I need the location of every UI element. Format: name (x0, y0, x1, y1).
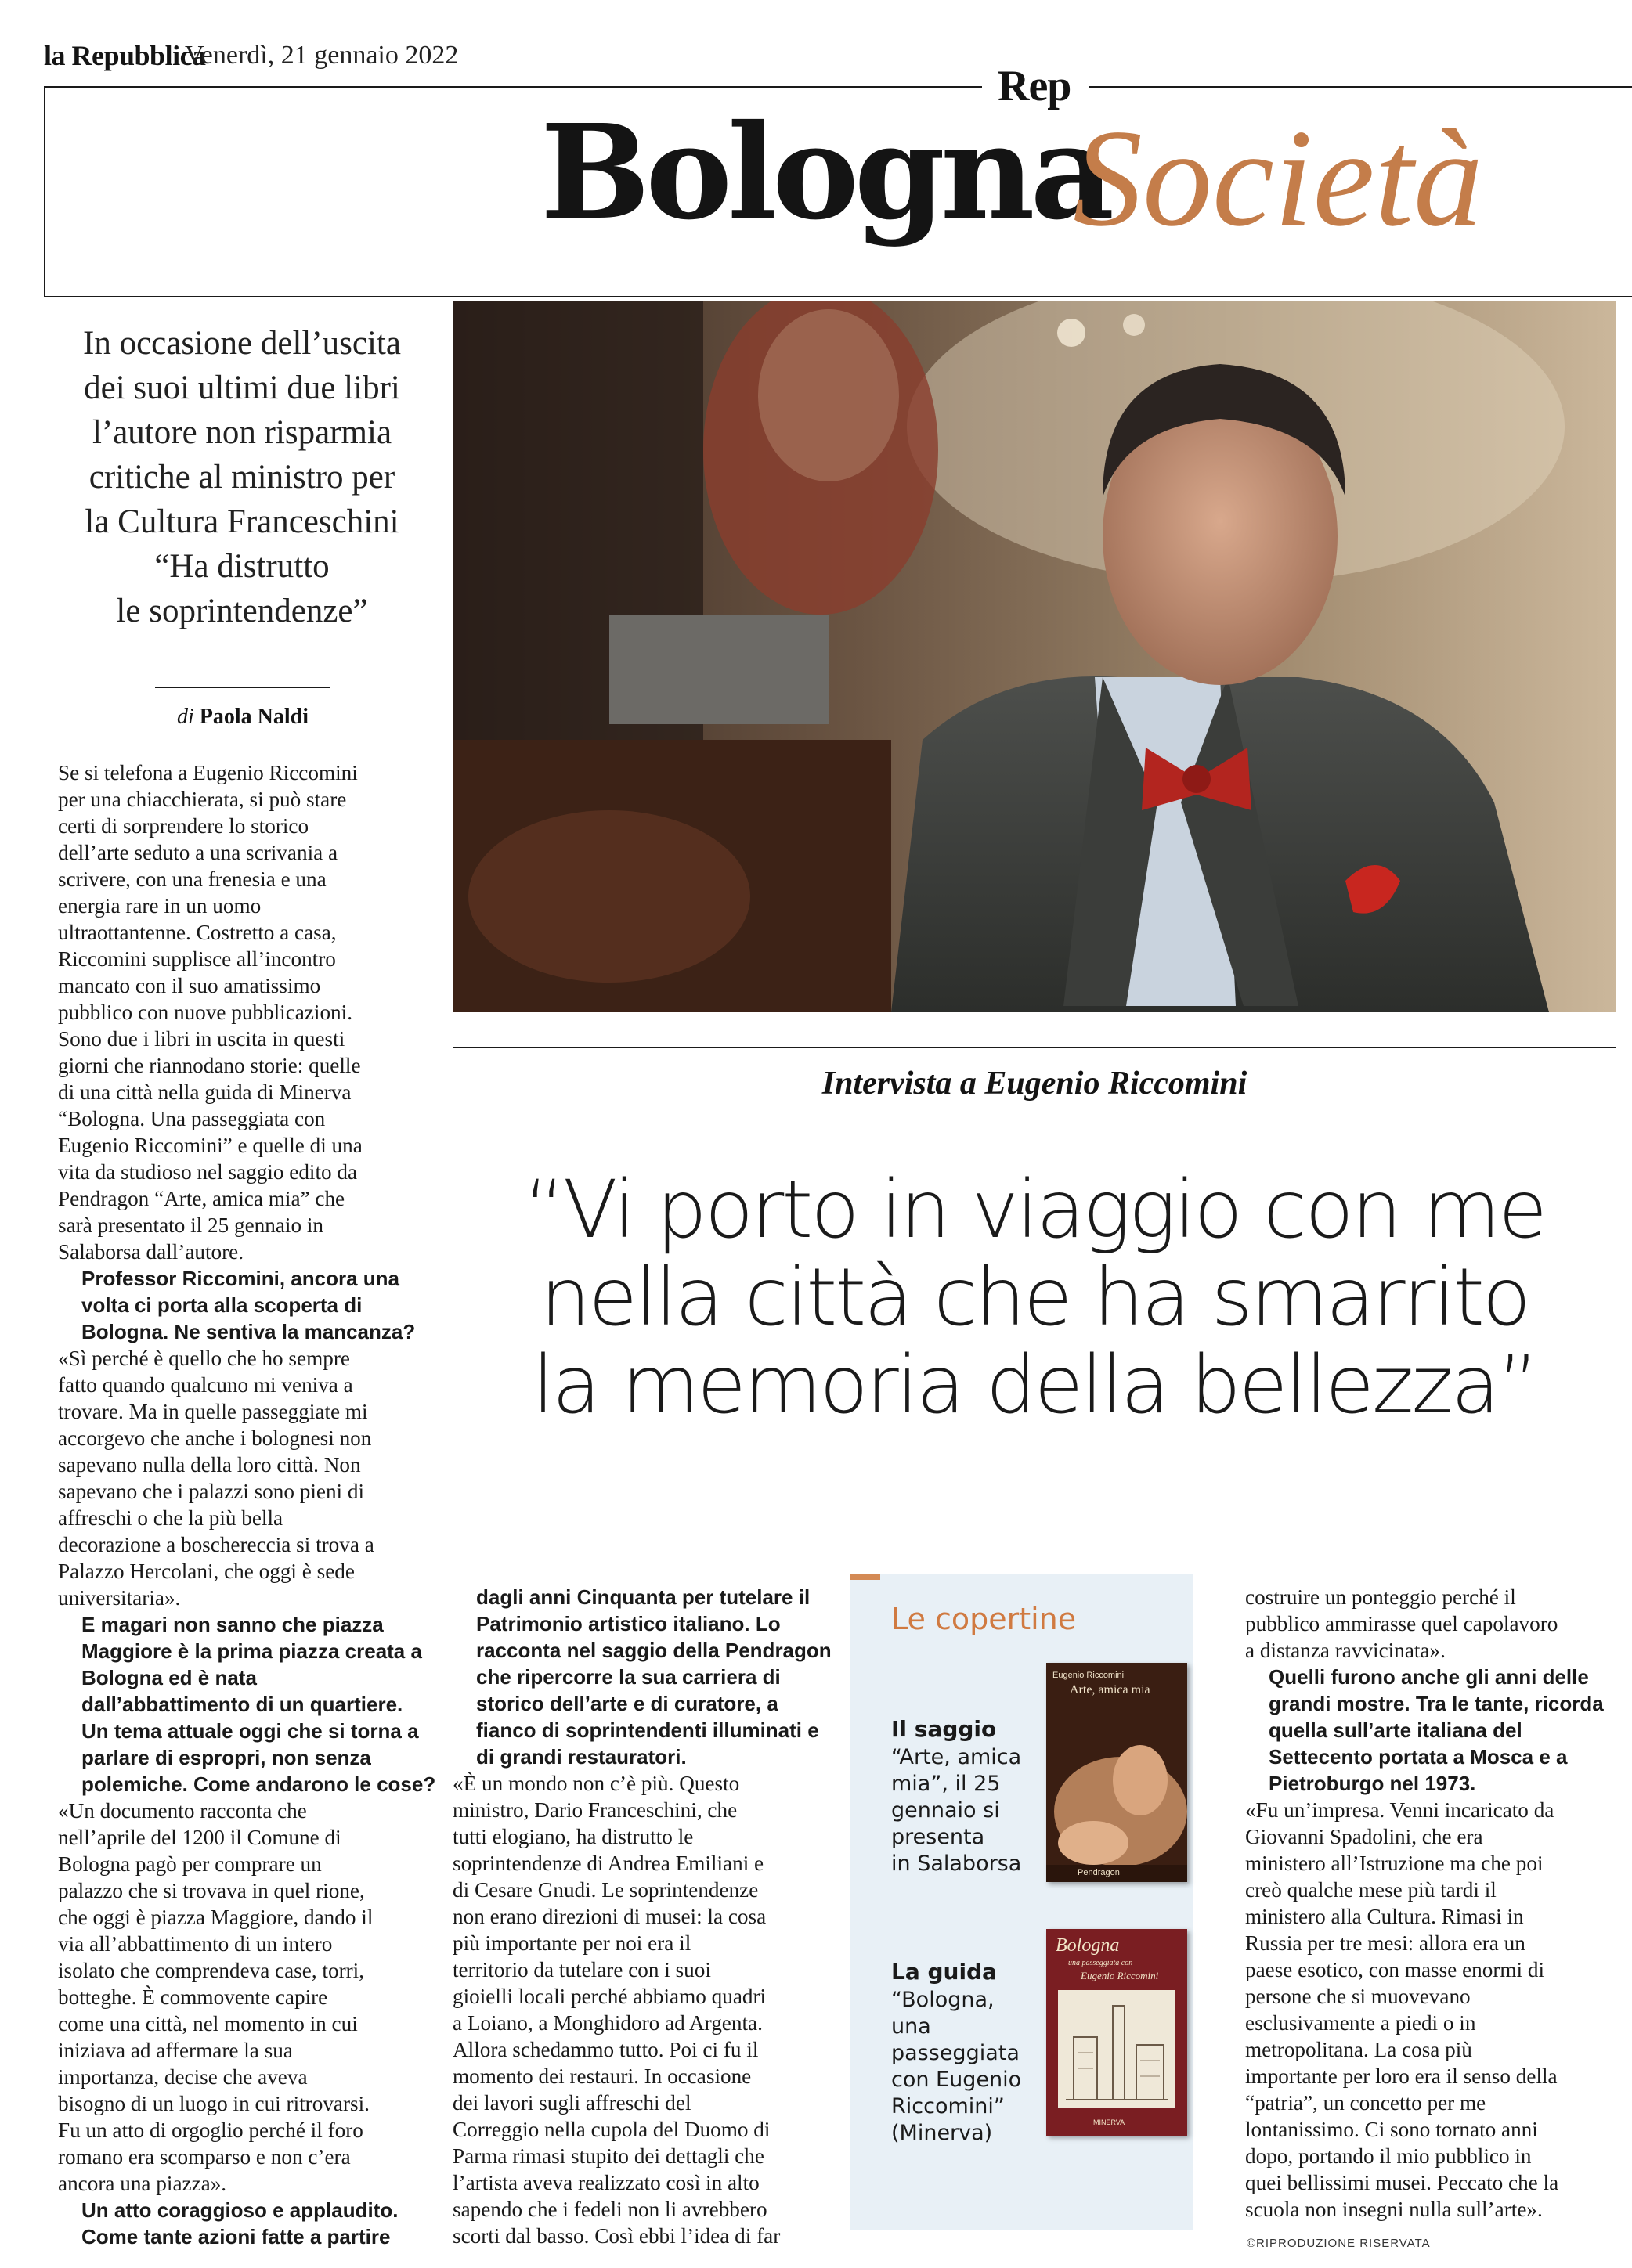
top-rule-left (44, 86, 982, 88)
deck-line: l’autore non risparmia (92, 414, 392, 451)
text-line: non erano direzioni di musei: la cosa (453, 1905, 767, 1928)
text-line: Un atto coraggioso e applaudito. (81, 2198, 399, 2222)
text-line: importante per loro era il senso della (1245, 2064, 1558, 2088)
sidebar-text-line: (Minerva) (891, 2121, 993, 2145)
text-line: via all’abbattimento di un intero (58, 1932, 333, 1956)
deck-line: “Ha distrutto (154, 548, 330, 585)
text-line: grandi mostre. Tra le tante, ricorda (1269, 1692, 1604, 1715)
text-line: quella sull’arte italiana del (1269, 1718, 1522, 1742)
headline (453, 1163, 1616, 1432)
text-line: ultraottantenne. Costretto a casa, (58, 921, 337, 944)
sidebar-text-line: passeggiata (891, 2041, 1020, 2065)
text-line: fianco di soprintendenti illuminati e (476, 1718, 819, 1742)
article-paragraph (1245, 1584, 1629, 1664)
sidebar-item-label: La guida (891, 1959, 997, 1985)
text-line: Pendragon “Arte, amica mia” che (58, 1187, 345, 1210)
book-cover-arte-amica-mia (1046, 1663, 1187, 1882)
text-line: esclusivamente a piedi o in (1245, 2011, 1476, 2035)
text-line: sapendo che i fedeli non li avrebbero (453, 2198, 767, 2221)
text-line: «È un mondo non c’è più. Questo (453, 1772, 740, 1795)
text-line: territorio da tutelare con i suoi (453, 1958, 711, 1981)
article-column-2 (453, 1584, 844, 2249)
text-line: “patria”, un concetto per me (1245, 2091, 1486, 2115)
text-line: Maggiore è la prima piazza creata a (81, 1639, 422, 1663)
text-line: Russia per tre mesi: allora era un (1245, 1931, 1525, 1955)
text-line: storico dell’arte e di curatore, a (476, 1692, 778, 1715)
top-rule-right (1089, 86, 1632, 88)
deck-line: In occasione dell’uscita (83, 325, 401, 362)
portrait-photo-art (453, 301, 1616, 1012)
text-line: decorazione a boschereccia si trova a (58, 1533, 374, 1556)
book-cover-bologna (1046, 1929, 1187, 2136)
text-line: scorti dal basso. Così ebbi l’idea di far (453, 2224, 781, 2248)
deck-line: le soprintendenze” (116, 593, 368, 629)
section-bottom-rule (44, 296, 1632, 297)
text-line: dagli anni Cinquanta per tutelare il (476, 1585, 811, 1609)
text-line: sapevano nulla della loro città. Non (58, 1453, 361, 1477)
headline-line: la memoria della bellezza” (532, 1339, 1537, 1432)
text-line: Come tante azioni fatte a partire (81, 2225, 391, 2248)
article-paragraph (58, 1345, 450, 1611)
interview-question (58, 1265, 450, 1345)
deck-line: critiche al ministro per (88, 459, 395, 496)
byline (78, 705, 407, 730)
text-line: mancato con il suo amatissimo (58, 974, 321, 997)
text-line: parlare di espropri, non senza (81, 1746, 371, 1769)
kicker: Intervista a Eugenio Riccomini (821, 1065, 1247, 1102)
text-line: polemiche. Come andarono le cose? (81, 1772, 436, 1796)
portrait-photo (453, 301, 1616, 1012)
text-line: Palazzo Hercolani, che oggi è sede (58, 1559, 355, 1583)
text-line: «Un documento racconta che (58, 1799, 307, 1823)
issue-date: Venerdì, 21 gennaio 2022 (185, 41, 459, 70)
text-line: sapevano che i palazzi sono pieni di (58, 1480, 365, 1503)
headline-rule (453, 1047, 1616, 1048)
text-line: Bologna. Ne sentiva la mancanza? (81, 1320, 416, 1343)
text-line: a distanza ravvicinata». (1245, 1639, 1446, 1662)
rights-notice: ©RIPRODUZIONE RISERVATA (1247, 2237, 1431, 2250)
text-line: volta ci porta alla scoperta di (81, 1293, 363, 1317)
article-paragraph (58, 759, 450, 1265)
text-line: pubblico ammirasse quel capolavoro (1245, 1612, 1558, 1635)
sidebar-item-text (891, 1987, 1021, 2147)
text-line: affreschi o che la più bella (58, 1506, 283, 1530)
text-line: Parma rimasi stupito dei dettagli che (453, 2144, 764, 2168)
article-paragraph (453, 1770, 844, 2249)
text-line: Un tema attuale oggi che si torna a (81, 1719, 419, 1743)
frame-left-rule (44, 86, 45, 297)
interview-question (58, 2197, 450, 2250)
city-sketch-icon (1058, 1990, 1175, 2108)
text-line: persone che si muovevano (1245, 1985, 1471, 2008)
article-paragraph (1245, 1797, 1629, 2223)
interview-question (58, 1611, 450, 1797)
text-line: ancora una piazza». (58, 2172, 227, 2195)
text-line: certi di sorprendere lo storico (58, 814, 309, 838)
text-line: quei bellissimi musei. Peccato che la (1245, 2171, 1559, 2194)
text-line: vita da studioso nel saggio edito da (58, 1160, 358, 1184)
byline-rule (155, 687, 330, 688)
text-line: scrivere, con una frenesia e una (58, 867, 327, 891)
text-line: «Fu un’impresa. Venni incaricato da (1245, 1798, 1554, 1822)
text-line: tutti elogiano, ha distrutto le (453, 1825, 694, 1848)
text-line: di grandi restauratori. (476, 1745, 687, 1769)
text-line: lontanissimo. Ci sono tornato anni (1245, 2118, 1538, 2141)
sidebar-item-text (891, 1744, 1021, 1877)
sidebar-text-line: in Salaborsa (891, 1852, 1022, 1876)
text-line: romano era scomparso e non c’era (58, 2145, 351, 2169)
text-line: ministero all’Istruzione ma che poi (1245, 1852, 1544, 1875)
interview-question (453, 1584, 844, 1770)
text-line: Sono due i libri in uscita in questi (58, 1027, 345, 1051)
sidebar-title: Le copertine (891, 1602, 1077, 1636)
text-line: bisogno di un luogo in cui ritrovarsi. (58, 2092, 370, 2115)
text-line: di Cesare Gnudi. Le soprintendenze (453, 1878, 759, 1902)
sidebar-text-line: gennaio si (891, 1798, 1000, 1823)
sidebar-text-line: “Bologna, (891, 1988, 995, 2012)
newspaper-brand: la Repubblica (44, 40, 206, 71)
byline-author: Paola Naldi (199, 705, 309, 729)
text-line: trovare. Ma in quelle passeggiate mi (58, 1400, 368, 1423)
sidebar-text-line: Riccomini” (891, 2094, 1005, 2118)
text-line: Patrimonio artistico italiano. Lo (476, 1612, 781, 1635)
text-line: E magari non sanno che piazza (81, 1613, 384, 1636)
text-line: Bologna ed è nata (81, 1666, 257, 1689)
headline-line: nella città che ha smarrito (540, 1251, 1529, 1344)
text-line: che ripercorre la sua carriera di (476, 1665, 781, 1689)
sidebar-text-line: mia”, il 25 (891, 1772, 1001, 1796)
deck-line: la Cultura Franceschini (85, 503, 399, 540)
text-line: Eugenio Riccomini” e quelle di una (58, 1134, 363, 1157)
article-deck (52, 321, 432, 633)
text-line: l’artista aveva realizzato così in alto (453, 2171, 760, 2194)
text-line: per una chiacchierata, si può stare (58, 788, 347, 811)
text-line: dell’arte seduto a una scrivania a (58, 841, 338, 864)
text-line: «Sì perché è quello che ho sempre (58, 1347, 350, 1370)
text-line: Settecento portata a Mosca e a (1269, 1745, 1568, 1769)
byline-prefix: di (176, 705, 194, 729)
text-line: Bologna pagò per comprare un (58, 1852, 322, 1876)
edition-label: Rep (998, 62, 1071, 110)
text-line: Correggio nella cupola del Duomo di (453, 2118, 771, 2141)
text-line: di una città nella guida di Minerva (58, 1080, 352, 1104)
text-line: energia rare in un uomo (58, 894, 262, 918)
text-line: Quelli furono anche gli anni delle (1269, 1665, 1589, 1689)
text-line: come una città, nel momento in cui (58, 2012, 358, 2035)
section-name: Società (1073, 100, 1483, 255)
text-line: palazzo che si trovava in quel rione, (58, 1879, 365, 1902)
text-line: scuola non insegni nulla sull’arte». (1245, 2198, 1543, 2221)
text-line: ministero alla Cultura. Rimasi in (1245, 1905, 1524, 1928)
article-column-4 (1245, 1584, 1629, 2223)
deck-line: dei suoi ultimi due libri (84, 370, 400, 406)
text-line: importanza, decise che aveva (58, 2065, 308, 2089)
text-line: universitaria». (58, 1586, 181, 1610)
text-line: gioielli locali perché abbiamo quadri (453, 1985, 767, 2008)
sidebar-text-line: presenta (891, 1825, 985, 1849)
interview-question (1245, 1664, 1629, 1797)
book-subtitle: una passeggiata con (1068, 1959, 1133, 1967)
sidebar-text-line: con Eugenio (891, 2068, 1022, 2092)
text-line: dall’abbattimento di un quartiere. (81, 1693, 403, 1716)
sidebar-text-line: una (891, 2014, 931, 2039)
book-author: Eugenio Riccomini (1081, 1970, 1159, 1981)
book-title: Bologna (1056, 1935, 1120, 1956)
text-line: metropolitana. La cosa più (1245, 2038, 1472, 2061)
text-line: Allora schedammo tutto. Poi ci fu il (453, 2038, 759, 2061)
text-line: Fu un atto di orgoglio perché il foro (58, 2118, 363, 2142)
text-line: a Loiano, a Monghidoro ad Argenta. (453, 2011, 763, 2035)
article-paragraph (58, 1797, 450, 2197)
text-line: Pietroburgo nel 1973. (1269, 1772, 1476, 1795)
text-line: isolato che comprendeva case, torri, (58, 1959, 365, 1982)
sidebar-accent-tab (850, 1574, 880, 1580)
text-line: “Bologna. Una passeggiata con (58, 1107, 326, 1130)
text-line: Giovanni Spadolini, che era (1245, 1825, 1483, 1848)
text-line: dopo, portando il mio pubblico in (1245, 2144, 1532, 2168)
section-city: Bologna (540, 96, 1110, 249)
text-line: soprintendenze di Andrea Emiliani e (453, 1852, 764, 1875)
text-line: nell’aprile del 1200 il Comune di (58, 1826, 341, 1849)
text-line: Professor Riccomini, ancora una (81, 1267, 400, 1290)
text-line: costruire un ponteggio perché il (1245, 1585, 1516, 1609)
text-line: pubblico con nuove pubblicazioni. (58, 1001, 353, 1024)
article-column-1 (58, 759, 450, 2250)
sidebar-item-label: Il saggio (891, 1716, 997, 1742)
text-line: fatto quando qualcuno mi veniva a (58, 1373, 353, 1397)
book-publisher: Pendragon (1078, 1868, 1120, 1877)
text-line: più importante per noi era il (453, 1931, 691, 1955)
text-line: racconta nel saggio della Pendragon (476, 1639, 832, 1662)
text-line: sarà presentato il 25 gennaio in (58, 1213, 323, 1237)
book-author: Eugenio Riccomini (1052, 1671, 1125, 1680)
book-publisher: MINERVA (1093, 2118, 1125, 2126)
text-line: iniziava ad affermare la sua (58, 2039, 293, 2062)
text-line: ministro, Dario Franceschini, che (453, 1798, 738, 1822)
text-line: Riccomini supplisce all’incontro (58, 947, 336, 971)
text-line: Salaborsa dall’autore. (58, 1240, 244, 1264)
text-line: dei lavori sugli affreschi del (453, 2091, 691, 2115)
book-title: Arte, amica mia (1070, 1683, 1150, 1696)
text-line: momento dei restauri. In occasione (453, 2064, 752, 2088)
text-line: botteghe. È commovente capire (58, 1985, 328, 2009)
text-line: giorni che riannodano storie: quelle (58, 1054, 361, 1077)
text-line: che oggi è piazza Maggiore, dando il (58, 1906, 374, 1929)
text-line: accorgevo che anche i bolognesi non (58, 1426, 372, 1450)
text-line: creò qualche mese più tardi il (1245, 1878, 1497, 1902)
sidebar-text-line: “Arte, amica (891, 1745, 1022, 1769)
headline-line: “Vi porto in viaggio con me (524, 1163, 1545, 1257)
text-line: paese esotico, con masse enormi di (1245, 1958, 1545, 1981)
text-line: Se si telefona a Eugenio Riccomini (58, 761, 358, 784)
